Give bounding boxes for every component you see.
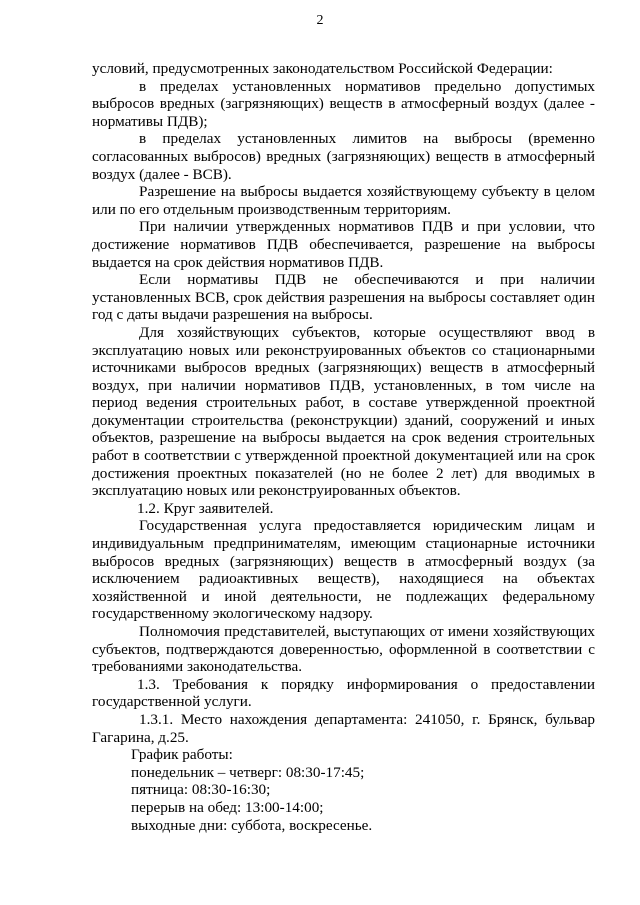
schedule-line: пятница: 08:30-16:30;: [131, 781, 271, 799]
paragraph: 1.3.1. Место нахождения департамента: 241050, г. Брянск, бульвар Гагарина, д.25.: [92, 710, 595, 746]
section-heading: 1.3. Требования к порядку информирования о предоставлении государственной услуги.: [92, 675, 595, 711]
paragraph: При наличии утвержденных нормативов ПДВ и при условии, что достижение нормативов ПДВ обеспечивается, разрешение на выбросы выдается на срок действия нормативов ПДВ.: [92, 218, 595, 271]
work-schedule: [131, 746, 595, 834]
page-number: 2: [316, 13, 324, 28]
schedule-line: перерыв на обед: 13:00-14:00;: [131, 798, 324, 816]
paragraph: в пределах установленных нормативов предельно допустимых выбросов вредных (загрязняющих) веществ в атмосферный воздух (далее - нормативы ПДВ);: [92, 77, 595, 130]
schedule-line: понедельник – четверг: 08:30-17:45;: [131, 763, 365, 781]
schedule-title: График работы:: [131, 746, 233, 764]
document-body: [92, 60, 595, 834]
section-heading: 1.2. Круг заявителей.: [137, 499, 274, 517]
paragraph: Разрешение на выбросы выдается хозяйствующему субъекту в целом или по его отдельным производственным территориям.: [92, 183, 595, 218]
paragraph: Государственная услуга предоставляется юридическим лицам и индивидуальным предпринимателям, имеющим стационарные источники выбросов вредных (загрязняющих) веществ в атмосферный воздух (за исключением радиоактивных веществ), находящиеся на объектах хозяйственной и иной деятельности, не подлежащих федеральному государственному экологическому надзору.: [92, 517, 595, 623]
schedule-line: выходные дни: суббота, воскресенье.: [131, 816, 373, 834]
paragraph: Полномочия представителей, выступающих от имени хозяйствующих субъектов, подтверждаются доверенностью, оформленной в соответствии с требованиями законодательства.: [92, 623, 595, 676]
paragraph: в пределах установленных лимитов на выбросы (временно согласованных выбросов) вредных (загрязняющих) веществ в атмосферный воздух (далее - ВСВ).: [92, 130, 595, 183]
paragraph: условий, предусмотренных законодательством Российской Федерации:: [92, 60, 553, 77]
paragraph: Для хозяйствующих субъектов, которые осуществляют ввод в эксплуатацию новых или реконструированных объектов со стационарными источниками выбросов вредных (загрязняющих) веществ в атмосферный воздух, при наличии нормативов ПДВ, установленных, в том числе на период ведения строительных работ, в составе утвержденной проектной документации строительства (реконструкции) зданий, сооружений и иных объектов, разрешение на выбросы выдается на срок ведения строительных работ в соответствии с утвержденной проектной документацией или на срок достижения проектных показателей (но не более 2 лет) для вводимых в эксплуатацию новых или реконструированных объектов.: [92, 323, 595, 500]
paragraph: Если нормативы ПДВ не обеспечиваются и при наличии установленных ВСВ, срок действия разрешения на выбросы составляет один год с даты выдачи разрешения на выбросы.: [92, 271, 595, 324]
